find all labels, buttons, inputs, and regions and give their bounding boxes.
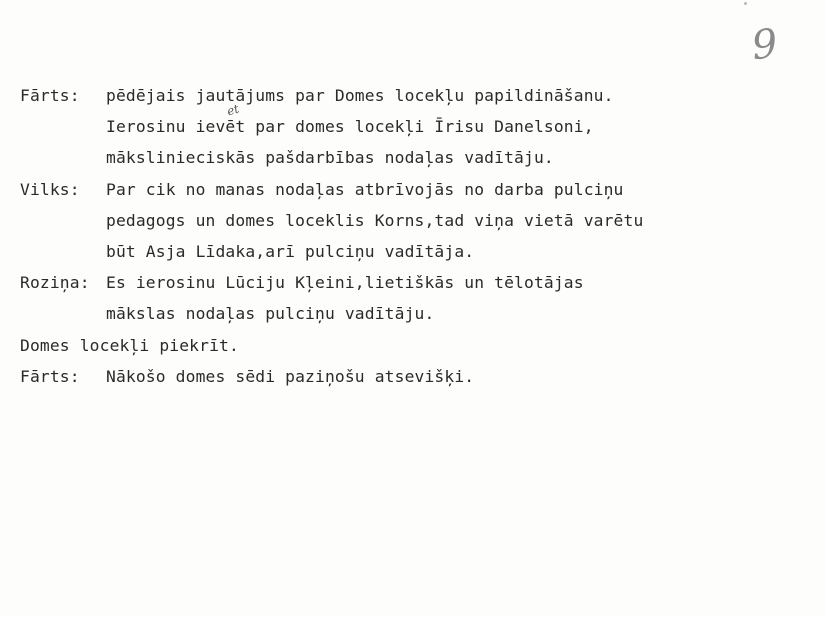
speech-text: mākslinieciskās pašdarbības nodaļas vadītāju. xyxy=(106,148,554,168)
speech-text: mākslas nodaļas pulciņu vadītāju. xyxy=(106,304,435,324)
handwritten-correction: et xyxy=(225,101,241,119)
transcript-line xyxy=(20,142,810,173)
speech-text: būt Asja Līdaka,arī pulciņu vadītāja. xyxy=(106,241,475,261)
transcript-line xyxy=(20,330,810,361)
transcript-line xyxy=(20,298,810,329)
speaker-name: Fārts: xyxy=(20,366,80,386)
meeting-transcript xyxy=(20,80,810,392)
page-number: 9 xyxy=(749,20,780,70)
speech-text: Par cik no manas nodaļas atbrīvojās no darba pulciņu xyxy=(106,179,624,199)
speech-text: pedagogs un domes loceklis Korns,tad viņa vietā varētu xyxy=(106,210,644,230)
speech-text: Nākošo domes sēdi paziņošu atsevišķi. xyxy=(106,366,475,386)
speech-text: Domes locekļi piekrīt. xyxy=(20,335,239,355)
speech-text: pēdējais jautājums par Domes locekļu papildināšanu. xyxy=(106,86,614,105)
transcript-line xyxy=(20,267,810,298)
transcript-line xyxy=(20,205,810,236)
transcript-line xyxy=(20,236,810,267)
speaker-name: Roziņa: xyxy=(20,273,90,293)
transcript-line xyxy=(20,80,810,111)
transcript-line xyxy=(20,174,810,205)
speaker-name: Vilks: xyxy=(20,179,80,199)
speech-text: Es ierosinu Lūciju Kļeini,lietiškās un tēlotājas xyxy=(106,273,584,293)
speech-text: Ierosinu ievēt par domes locekļi Īrisu Danelsoni, xyxy=(106,117,594,137)
transcript-line xyxy=(20,111,810,142)
transcript-line xyxy=(20,361,810,392)
paper-speck xyxy=(744,2,747,5)
speaker-name: Fārts: xyxy=(20,86,80,105)
